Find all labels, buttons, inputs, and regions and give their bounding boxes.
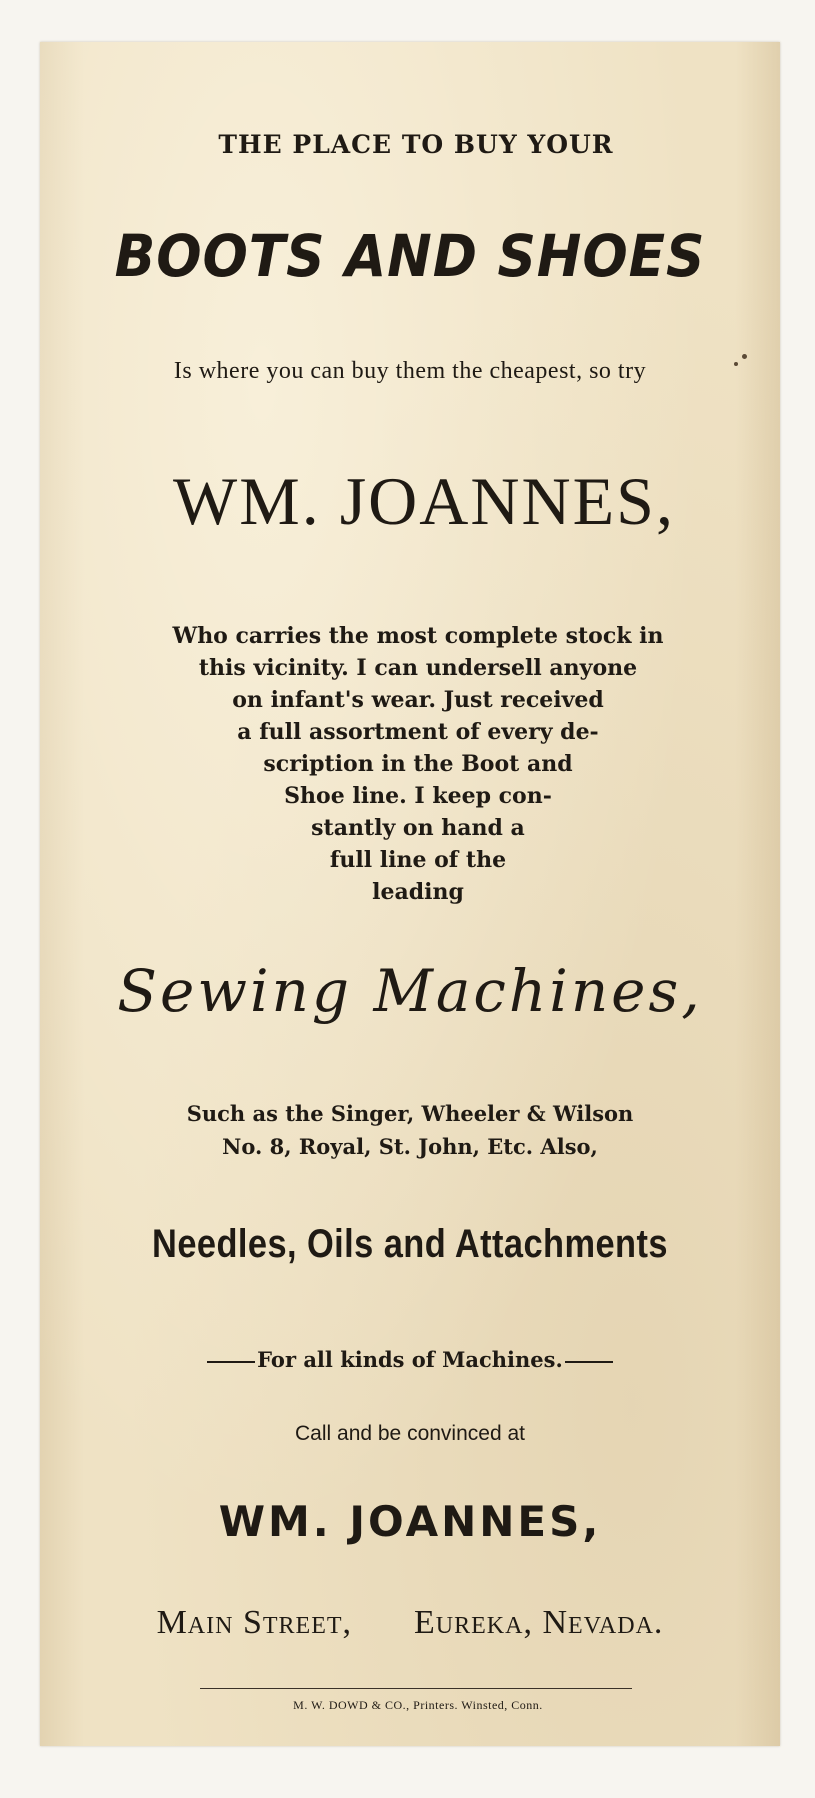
paper-speck	[742, 354, 747, 359]
merchant-name-bold: WM. JOANNES,	[218, 1497, 602, 1546]
tagline: Is where you can buy them the cheapest, so try	[173, 358, 647, 384]
dash-right	[565, 1361, 613, 1363]
supplies-note	[40, 1347, 780, 1372]
supplies-note-text: For all kinds of Machines.	[257, 1347, 563, 1372]
description-line: a full assortment of every de-	[237, 719, 599, 745]
brands-line: Such as the Singer, Wheeler & Wilson	[186, 1101, 634, 1126]
description-line: scription in the Boot and	[263, 751, 573, 777]
headline: THE PLACE TO BUY YOUR	[218, 130, 614, 159]
description-line: Shoe line. I keep con-	[284, 783, 552, 809]
address	[40, 1604, 780, 1642]
divider-rule	[200, 1688, 632, 1689]
description-line: leading	[372, 879, 464, 905]
brands-line: No. 8, Royal, St. John, Etc. Also,	[222, 1134, 598, 1159]
merchant-name: WM. JOANNES,	[173, 463, 675, 539]
call-to-action: Call and be convinced at	[295, 1422, 525, 1445]
brands-block	[40, 1097, 780, 1163]
description-line: full line of the	[329, 847, 507, 873]
description-line: on infant's wear. Just received	[232, 687, 604, 713]
description-line: Who carries the most complete stock in	[172, 623, 664, 649]
supplies-heading: Needles, Oils and Attachments	[152, 1222, 668, 1266]
description-block	[48, 620, 788, 908]
product-title: BOOTS AND SHOES	[114, 222, 706, 290]
printer-credit: M. W. DOWD & CO., Printers. Winsted, Conn.	[293, 1698, 543, 1712]
dash-left	[207, 1361, 255, 1363]
street: Main Street,	[156, 1604, 353, 1641]
feature-heading: Sewing Machines,	[117, 957, 703, 1025]
city: Eureka, Nevada.	[414, 1604, 664, 1641]
flyer-paper	[40, 42, 780, 1746]
description-line: this vicinity. I can undersell anyone	[198, 655, 638, 681]
paper-speck	[734, 362, 738, 366]
description-line: stantly on hand a	[311, 815, 525, 841]
